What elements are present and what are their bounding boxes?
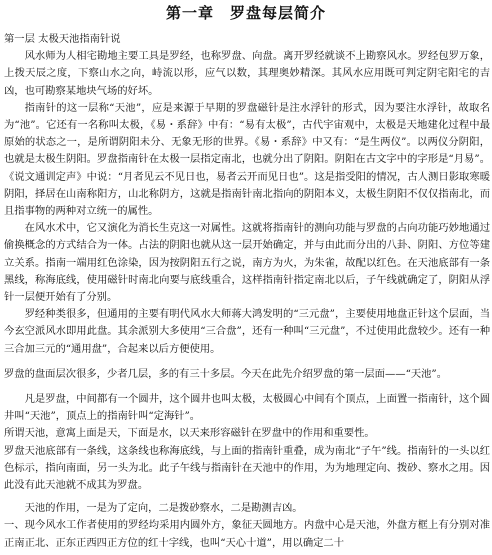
paragraph-spacer [4, 358, 490, 366]
paragraph: 凡是罗盘，中间都有一个圆井，这个圆井也叫太极，太极圆心中间有个顶点，上面置一指南针，这个圆井叫“天池”，顶点上的指南针叫“定海针”。 [4, 393, 490, 423]
paragraph: 指南针的这一层称“天池”，应是来源于早期的罗盘磁针是注水浮针的形式，因为要注水浮针，故取名为“池”。它还有一名称叫太极，《易・系辞》中有：“易有太极”，古代宇宙观中，太极是天地建化过程中最原始的状态之一，是所谓阴阳未分、无象无形的世界。《易・系辞》中又有：“是生两仪”。以两仪分阴阳，也就是太极生阴阳。罗盘指南针在太极一层指定南北，也就分出了阴阳。阴阳在古文字中的字形是“月易”。《说文通训定声》中说：“月者见云不见日也，易者云开而见日也”。这是指受阳的情况，古人测日影取寒暖阴阳，择居在山南称阳方，山北称阴方，这就是指南针南北指向的阴阳本义，太极生阴阳不仅仅指南北，而且指事物的两种对立统一的属性。 [4, 101, 490, 218]
paragraph: 风水师为人相宅勘地主要工具是罗经，也称罗盘、向盘。离开罗经就谈不上勘察风水。罗经包罗万象，上拨天辰之度，下察山水之向，峙流以形，应气以数，其理奥妙精深。其风水应用既可判定阴宅阳宅的吉凶，也可勘察某地块气场的好坏。 [4, 50, 490, 97]
paragraph-spacer [4, 383, 490, 391]
paragraph: 在风水术中，它又演化为消长生克这一对属性。这就将指南针的测向功能与罗盘的占向功能巧妙地通过偷换概念的方式结合为一体。占法的阴阳也就从这一层开始确定，并与由此而分出的八卦、阴阳、方位等建立关系。指南一端用红色涂染，因为按阴阳五行之说，南方为火，为朱雀，故配以红色。在天池底部有一条黑线，称海底线，使用磁针时南北向要与底线重合，这样指南针指定南北以后，子午线就确定了，阴阳从浮针一层便开始有了分别。 [4, 222, 490, 304]
section-heading: 第一层 太极天池指南针说 [4, 33, 121, 45]
paragraph: 罗经种类很多，但通用的主要有明代风水大师蒋大鸿发明的“三元盘”，主要使用地盘正针这个层面，当今玄空派风水即用此盘。其余派别大多使用“三合盘”，还有一种叫“三元盘”，不过使用此盘较少。还有一种三合加三元的“通用盘”，合起来以后方便使用。 [4, 308, 490, 355]
paragraph: 一、现今风水工作者使用的罗经均采用内圆外方，象征天圆地方。内盘中心是天池，外盘方框上有分别对准正南正北、正东正西四正方位的红十字线，也叫“天心十道”，用以确定二十 [4, 519, 490, 549]
paragraph: 所谓天池，意寓上面是天，下面是水，以天来形容磁针在罗盘中的作用和重要性。 [4, 427, 375, 440]
paragraph: 天池的作用，一是为了定向，二是拨砂察水，二是勘测吉凶。 [24, 502, 303, 515]
chapter-title: 第一章 罗盘每层简介 [165, 4, 326, 22]
body-text [4, 31, 490, 552]
paragraph: 罗盘天池底部有一条线，这条线也称海底线，与上面的指南针重叠，成为南北“子午”线。指南针的一头以红色标示，指向南面，另一头为北。此子午线与指南针在天池中的作用，为为地理定向、拨砂、察水之用。因此没有此天池就不成其为罗盘。 [4, 444, 490, 492]
paragraph: 罗盘的盘面层次很多，少者几层，多的有三十多层。今天在此先介绍罗盘的第一层面——“天池”。 [4, 367, 447, 380]
